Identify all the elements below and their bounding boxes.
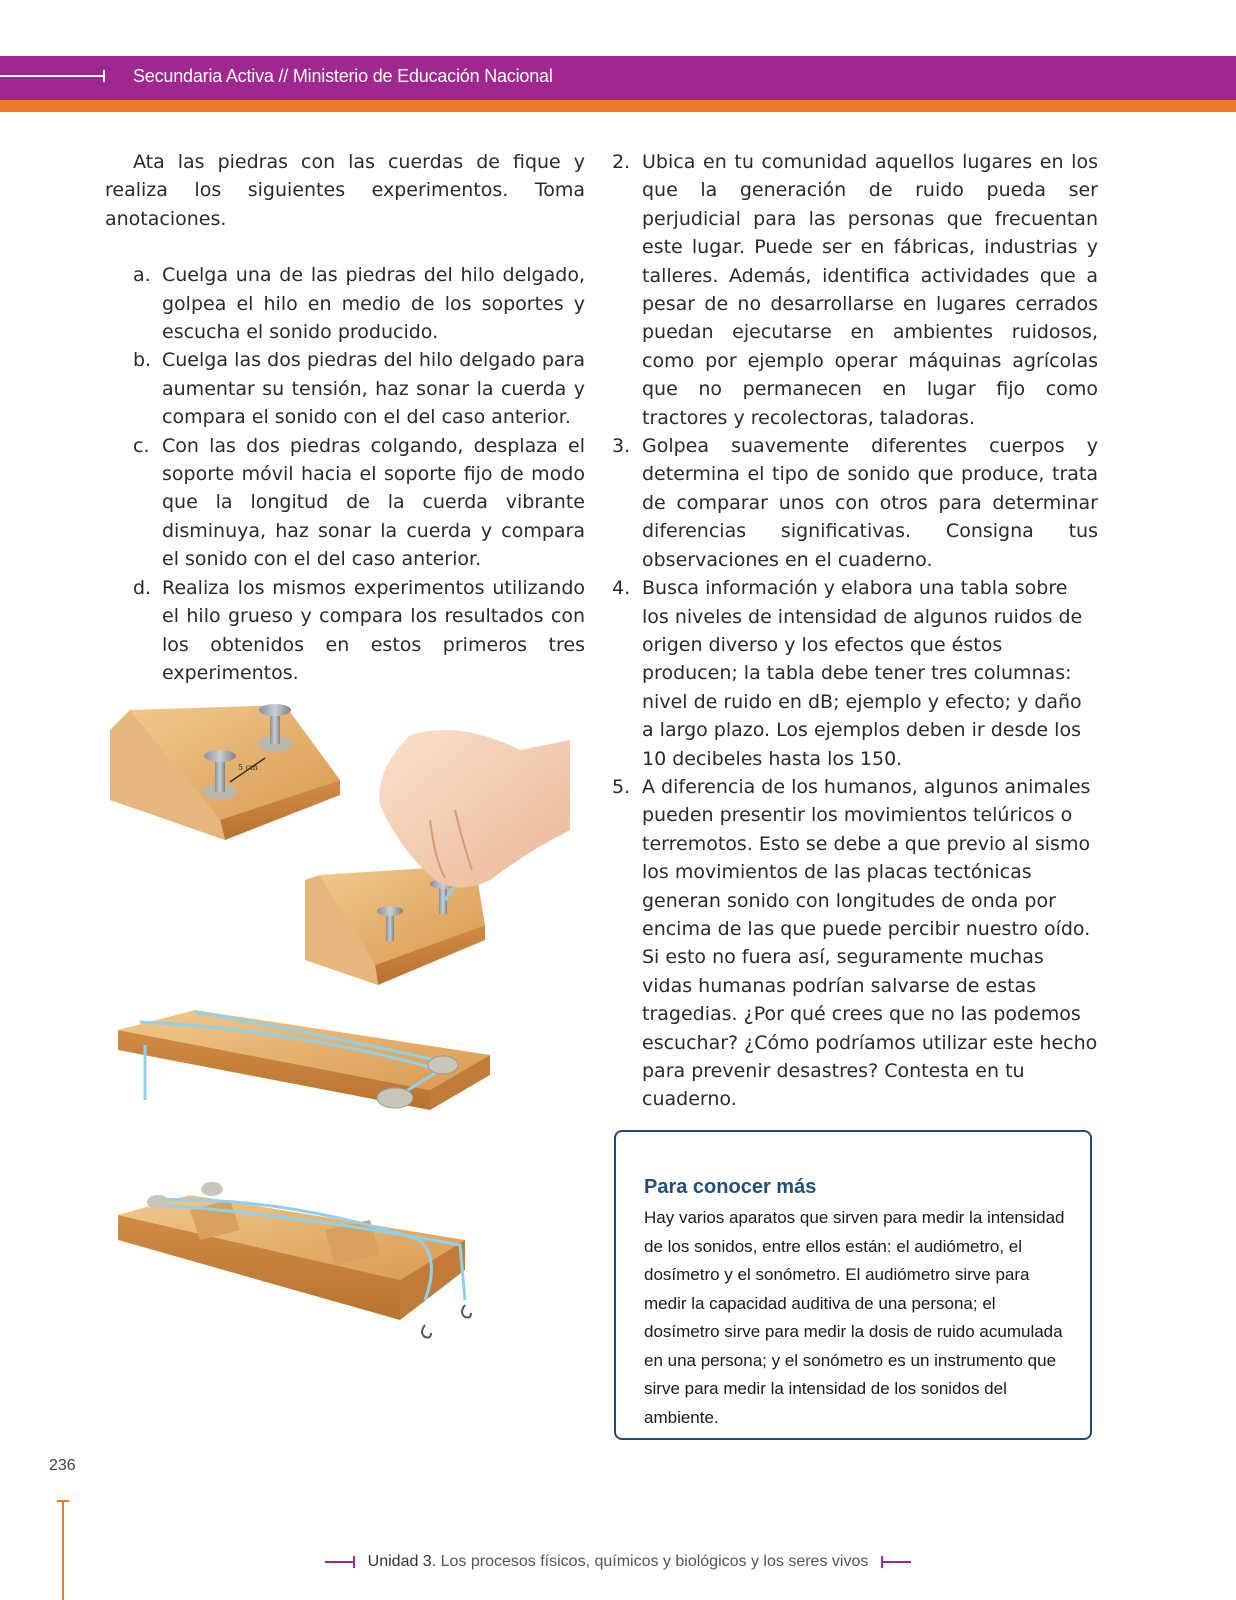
distance-label: 5 cm	[238, 763, 258, 772]
right-column	[612, 148, 1098, 1114]
board-three	[118, 1010, 490, 1110]
list-text: Busca información y elabora una tabla sobre los niveles de intensidad de algunos ruidos de origen diverso y los efectos que éstos producen; la tabla debe tener tres columnas: nivel de ruido en dB; ejemplo y efecto; y daño a largo plazo. Los ejemplos deben ir desde los 10 decibeles hasta los 150.	[642, 577, 1083, 770]
list-item-b	[105, 346, 585, 431]
list-label: b.	[133, 349, 152, 372]
list-item-3	[612, 432, 1098, 574]
info-box-body: Hay varios aparatos que sirven para medir la intensidad de los sonidos, entre ellos están: el audiómetro, el dosímetro y el sonómetro. El audiómetro sirve para medir la capacidad auditiva de una persona; el dosímetro sirve para medir la dosis de ruido acumulada en una persona; y el sonómetro es un instrumento que sirve para medir la intensidad de los sonidos del ambiente.	[644, 1208, 1065, 1427]
list-label: 5.	[612, 775, 631, 798]
board-two-with-hand	[305, 730, 570, 985]
list-label: d.	[133, 576, 152, 599]
margin-rule-tick	[57, 1500, 69, 1502]
header-rule	[0, 75, 105, 77]
experiment-illustration	[100, 700, 600, 1390]
list-label: 4.	[612, 577, 631, 600]
header-rule-tick	[103, 70, 105, 82]
list-text: Cuelga las dos piedras del hilo delgado para aumentar su tensión, haz sonar la cuerda y compara el sonido con el del caso anterior.	[162, 349, 585, 429]
board-one	[110, 704, 340, 840]
page-number: 236	[49, 1457, 76, 1474]
list-item-a	[105, 261, 585, 346]
board-four	[118, 1182, 471, 1338]
footer-rule-left	[325, 1561, 355, 1563]
list-label: c.	[133, 434, 150, 457]
list-item-5	[612, 773, 1098, 1114]
info-box-title: Para conocer más	[644, 1176, 817, 1198]
info-box	[614, 1130, 1092, 1440]
footer-rule-right	[881, 1561, 911, 1563]
header-title: Secundaria Activa // Ministerio de Educación Nacional	[133, 66, 553, 86]
list-label: 3.	[612, 435, 631, 458]
list-text: Realiza los mismos experimentos utilizando el hilo grueso y compara los resultados con los obtenidos en estos primeros tres experimentos.	[162, 576, 585, 684]
list-text: Con las dos piedras colgando, desplaza el soporte móvil hacia el soporte fijo de modo que la longitud de la cuerda vibrante disminuya, haz sonar la cuerda y compara el sonido con el del caso anterior.	[162, 434, 585, 571]
footer	[0, 1553, 1236, 1571]
footer-text: Los procesos físicos, químicos y biológicos y los seres vivos	[440, 1553, 869, 1570]
margin-rule	[62, 1500, 64, 1600]
intro-paragraph: Ata las piedras con las cuerdas de fique y realiza los siguientes experimentos. Toma anotaciones.	[105, 151, 585, 230]
left-column	[105, 148, 585, 687]
list-item-2	[612, 148, 1098, 432]
list-item-d	[105, 574, 585, 688]
header-accent-stripe	[0, 100, 1236, 112]
list-text: Golpea suavemente diferentes cuerpos y determina el tipo de sonido que produce, trata de comparar unos con otros para determinar diferencias significativas. Consigna tus observaciones en el cuaderno.	[642, 435, 1098, 571]
list-text: Cuelga una de las piedras del hilo delgado, golpea el hilo en medio de los soportes y escucha el sonido producido.	[162, 264, 585, 344]
list-text: Ubica en tu comunidad aquellos lugares en los que la generación de ruido pueda ser perjudicial para las personas que frecuentan este lugar. Puede ser en fábricas, industrias y talleres. Además, identifica actividades que a pesar de no desarrollarse en lugares cerrados puedan ejecutarse en ambientes ruidosos, como por ejemplo operar máquinas agrícolas que no permanecen en lugar fijo como tractores y recolectoras, taladoras.	[642, 151, 1098, 429]
list-label: 2.	[612, 151, 631, 173]
list-item-4	[612, 574, 1098, 773]
list-text: A diferencia de los humanos, algunos animales pueden presentir los movimientos telúricos o terremotos. Esto se debe a que previo al sismo los movimientos de las placas tectónicas generan sonido con longitudes de onda por encima de las que puede percibir nuestro oído. Si esto no fuera así, seguramente muchas vidas humanas podrían salvarse de estas tragedias. ¿Por qué crees que no las podemos escuchar? ¿Cómo podríamos utilizar este hecho para prevenir desastres? Contesta en tu cuaderno.	[642, 775, 1098, 1111]
list-item-c	[105, 432, 585, 574]
footer-unit: Unidad 3.	[367, 1553, 437, 1570]
list-label: a.	[133, 264, 151, 287]
